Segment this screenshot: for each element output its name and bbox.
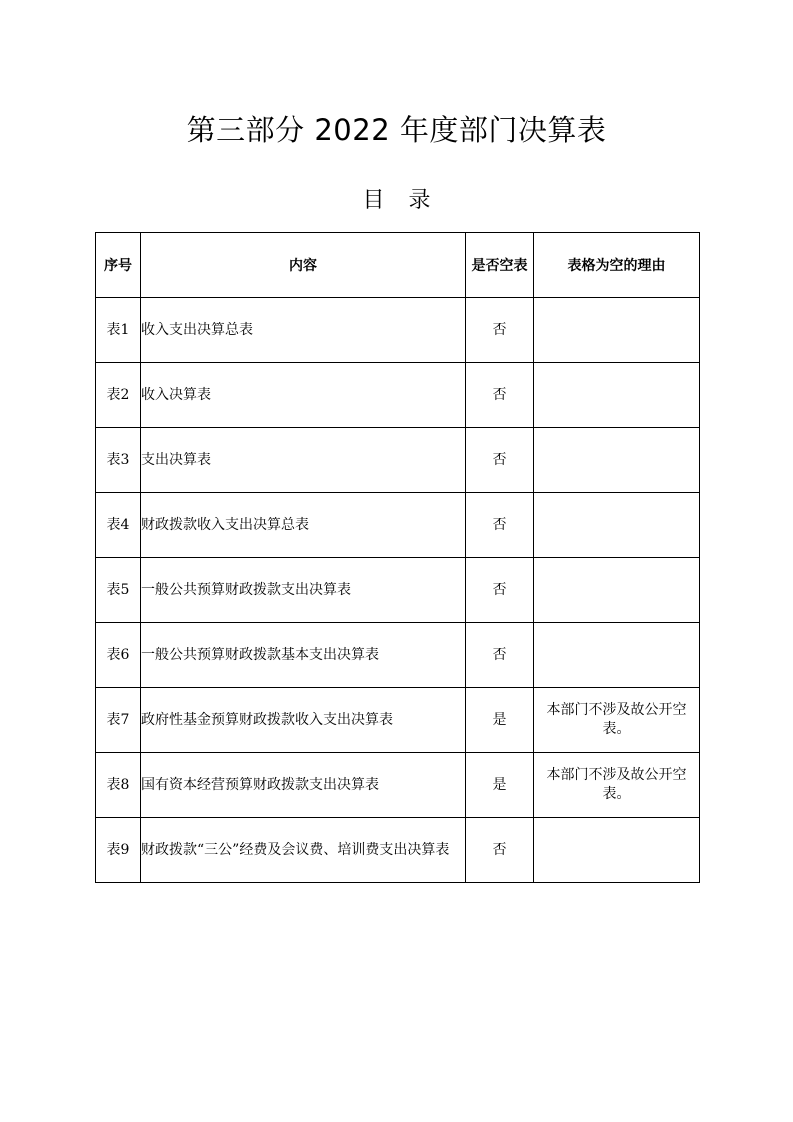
row-seq: 表7	[96, 688, 141, 753]
row-reason	[534, 818, 700, 883]
row-seq: 表5	[96, 558, 141, 623]
row-content: 收入决算表	[141, 363, 466, 428]
row-seq: 表4	[96, 493, 141, 558]
table-row	[96, 688, 700, 753]
document-title: 第三部分 2022 年度部门决算表	[186, 113, 607, 147]
table-row	[96, 558, 700, 623]
table-header-row	[96, 233, 700, 298]
row-is-empty: 是	[466, 688, 534, 753]
row-is-empty: 是	[466, 753, 534, 818]
row-is-empty: 否	[466, 298, 534, 363]
table-row	[96, 493, 700, 558]
row-reason	[534, 428, 700, 493]
row-reason	[534, 623, 700, 688]
table-row	[96, 428, 700, 493]
row-content: 一般公共预算财政拨款支出决算表	[141, 558, 466, 623]
row-content: 收入支出决算总表	[141, 298, 466, 363]
row-content: 国有资本经营预算财政拨款支出决算表	[141, 753, 466, 818]
row-is-empty: 否	[466, 558, 534, 623]
row-reason	[534, 363, 700, 428]
toc-heading: 目录	[362, 188, 455, 213]
row-content: 政府性基金预算财政拨款收入支出决算表	[141, 688, 466, 753]
row-is-empty: 否	[466, 818, 534, 883]
row-seq: 表9	[96, 818, 141, 883]
row-seq: 表6	[96, 623, 141, 688]
table-row	[96, 753, 700, 818]
row-is-empty: 否	[466, 493, 534, 558]
row-is-empty: 否	[466, 428, 534, 493]
row-content: 支出决算表	[141, 428, 466, 493]
row-seq: 表2	[96, 363, 141, 428]
table-row	[96, 363, 700, 428]
row-seq: 表3	[96, 428, 141, 493]
table-row	[96, 623, 700, 688]
row-reason	[534, 558, 700, 623]
row-is-empty: 否	[466, 623, 534, 688]
header-is-empty: 是否空表	[466, 233, 534, 298]
row-content: 一般公共预算财政拨款基本支出决算表	[141, 623, 466, 688]
header-reason: 表格为空的理由	[534, 233, 700, 298]
header-seq: 序号	[96, 233, 141, 298]
table-row	[96, 818, 700, 883]
table-row	[96, 298, 700, 363]
row-content: 财政拨款收入支出决算总表	[141, 493, 466, 558]
row-content: 财政拨款“三公”经费及会议费、培训费支出决算表	[141, 818, 466, 883]
header-content: 内容	[141, 233, 466, 298]
row-reason: 本部门不涉及故公开空表。	[534, 688, 700, 753]
row-seq: 表8	[96, 753, 141, 818]
row-reason	[534, 298, 700, 363]
row-reason	[534, 493, 700, 558]
row-seq: 表1	[96, 298, 141, 363]
row-is-empty: 否	[466, 363, 534, 428]
toc-table	[95, 232, 700, 883]
row-reason: 本部门不涉及故公开空表。	[534, 753, 700, 818]
